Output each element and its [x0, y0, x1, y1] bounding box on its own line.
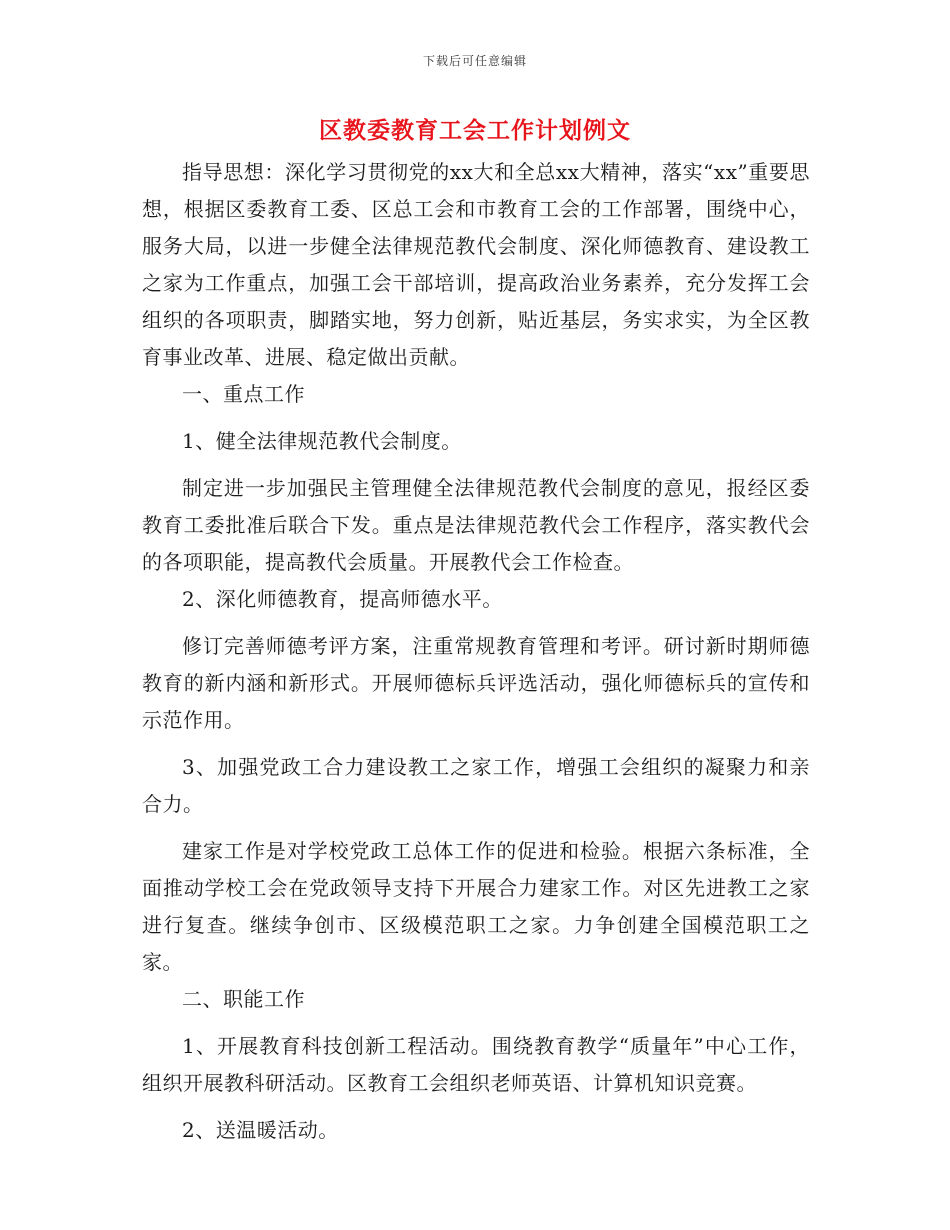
paragraph-congress-system: 制定进一步加强民主管理健全法律规范教代会制度的意见，报经区委教育工委批准后联合下发。重点是法律规范教代会工作程序，落实教代会的各项职能，提高教代会质量。开展教代会工作检查。 [142, 476, 810, 574]
subheading-warmth-activity: 2、送温暖活动。 [182, 1118, 339, 1142]
paragraph-guiding-ideology: 指导思想：深化学习贯彻党的xx大和全总xx大精神，落实“xx”重要思想，根据区委教育工委、区总工会和市教育工会的工作部署，围绕中心，服务大局，以进一步健全法律规范教代会制度、深化师德教育、建设教工之家为工作重点，加强工会干部培训，提高政治业务素养，充分发挥工会组织的各项职责，脚踏实地，努力创新，贴近基层，务实求实，为全区教育事业改革、进展、稳定做出贡献。 [142, 160, 810, 369]
document-title: 区教委教育工会工作计划例文 [319, 117, 631, 144]
subheading-teacher-ethics: 2、深化师德教育，提高师德水平。 [182, 587, 503, 611]
header-note: 下载后可任意编辑 [422, 54, 527, 68]
document-body [142, 154, 810, 1149]
paragraph-innovation-activity: 1、开展教育科技创新工程活动。围绕教育教学“质量年”中心工作，组织开展教科研活动。区教育工会组织老师英语、计算机知识竞赛。 [142, 1034, 810, 1095]
subheading-congress-system: 1、健全法律规范教代会制度。 [182, 429, 462, 453]
section-heading-key-work: 一、重点工作 [182, 382, 305, 406]
paragraph-teachers-home: 建家工作是对学校党政工总体工作的促进和检验。根据六条标准，全面推动学校工会在党政领导支持下开展合力建家工作。对区先进教工之家进行复查。继续争创市、区级模范职工之家。力争创建全国模范职工之家。 [142, 839, 810, 974]
subheading-teachers-home: 3、加强党政工合力建设教工之家工作，增强工会组织的凝聚力和亲合力。 [142, 755, 810, 816]
paragraph-teacher-ethics: 修订完善师德考评方案，注重常规教育管理和考评。研讨新时期师德教育的新内涵和新形式。开展师德标兵评选活动，强化师德标兵的宣传和示范作用。 [142, 634, 810, 732]
section-heading-functional-work: 二、职能工作 [182, 987, 305, 1011]
